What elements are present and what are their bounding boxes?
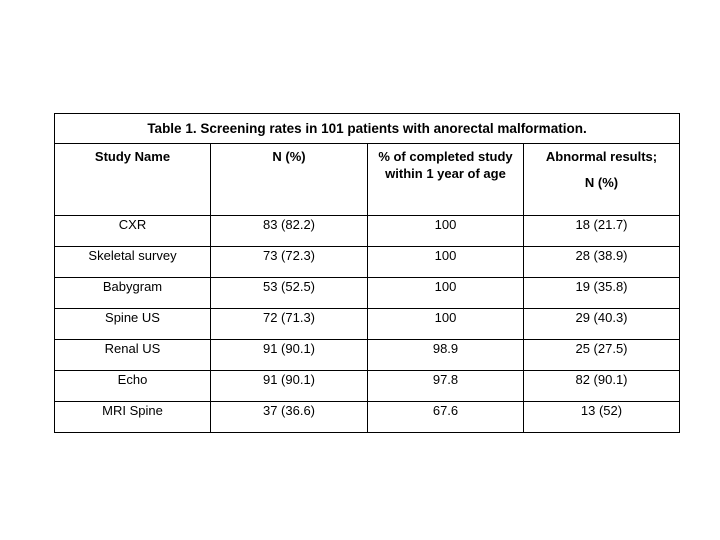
screening-rates-table — [54, 113, 680, 433]
table-row — [55, 371, 680, 402]
n-percent-cell: 72 (71.3) — [211, 309, 368, 340]
abnormal-results-cell: 25 (27.5) — [524, 340, 680, 371]
table-caption-row — [55, 114, 680, 144]
screening-table-container — [54, 113, 679, 433]
header-n-percent: N (%) — [211, 144, 368, 216]
table-row — [55, 340, 680, 371]
abnormal-results-cell: 19 (35.8) — [524, 278, 680, 309]
header-abnormal-results: Abnormal results; N (%) — [524, 144, 680, 216]
n-percent-cell: 91 (90.1) — [211, 340, 368, 371]
study-name-cell: MRI Spine — [55, 402, 211, 433]
completed-percent-cell: 100 — [368, 278, 524, 309]
abnormal-results-cell: 29 (40.3) — [524, 309, 680, 340]
study-name-cell: Renal US — [55, 340, 211, 371]
table-row — [55, 309, 680, 340]
n-percent-cell: 91 (90.1) — [211, 371, 368, 402]
n-percent-cell: 53 (52.5) — [211, 278, 368, 309]
completed-percent-cell: 98.9 — [368, 340, 524, 371]
study-name-cell: CXR — [55, 216, 211, 247]
abnormal-results-cell: 13 (52) — [524, 402, 680, 433]
table-body — [55, 216, 680, 433]
table-row — [55, 247, 680, 278]
n-percent-cell: 73 (72.3) — [211, 247, 368, 278]
table-header-row — [55, 144, 680, 216]
completed-percent-cell: 67.6 — [368, 402, 524, 433]
table-row — [55, 216, 680, 247]
abnormal-results-cell: 28 (38.9) — [524, 247, 680, 278]
completed-percent-cell: 100 — [368, 247, 524, 278]
study-name-cell: Echo — [55, 371, 211, 402]
study-name-cell: Babygram — [55, 278, 211, 309]
completed-percent-cell: 100 — [368, 309, 524, 340]
abnormal-results-cell: 18 (21.7) — [524, 216, 680, 247]
header-study-name: Study Name — [55, 144, 211, 216]
study-name-cell: Skeletal survey — [55, 247, 211, 278]
n-percent-cell: 83 (82.2) — [211, 216, 368, 247]
table-row — [55, 402, 680, 433]
table-caption: Table 1. Screening rates in 101 patients with anorectal malformation. — [55, 114, 680, 144]
n-percent-cell: 37 (36.6) — [211, 402, 368, 433]
abnormal-results-cell: 82 (90.1) — [524, 371, 680, 402]
completed-percent-cell: 97.8 — [368, 371, 524, 402]
header-completed-within-1-year: % of completed study within 1 year of age — [368, 144, 524, 216]
completed-percent-cell: 100 — [368, 216, 524, 247]
table-row — [55, 278, 680, 309]
study-name-cell: Spine US — [55, 309, 211, 340]
